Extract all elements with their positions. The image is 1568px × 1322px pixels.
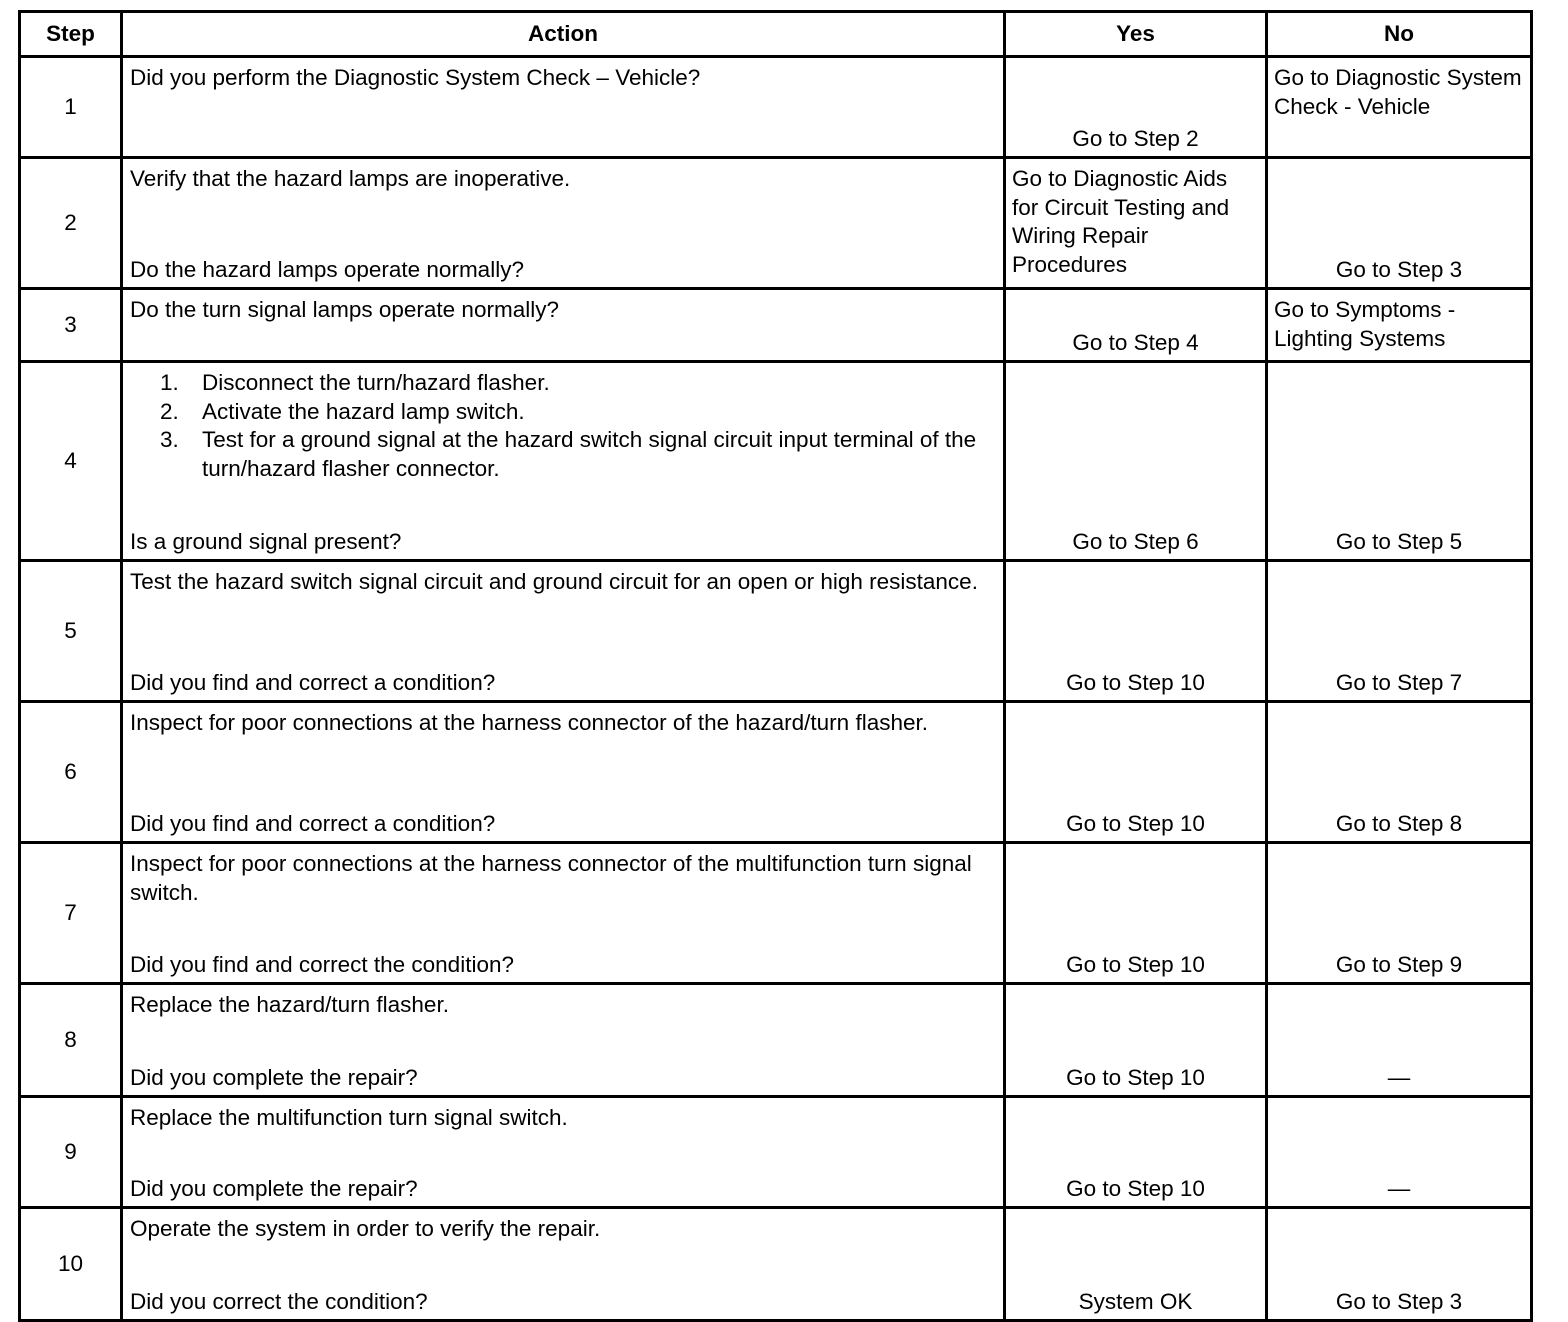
header-step: Step: [21, 13, 120, 55]
action-question: Is a ground signal present?: [130, 528, 402, 554]
step-number: 8: [21, 985, 120, 1095]
action-cell: [123, 1209, 1003, 1319]
no-result: Go to Step 7: [1268, 562, 1530, 700]
no-result: Go to Step 3: [1268, 1209, 1530, 1319]
header-action: Action: [123, 13, 1003, 55]
action-text: Replace the multifunction turn signal switch.: [130, 1105, 568, 1130]
diagnostic-table: [18, 10, 1533, 1322]
yes-result: System OK: [1006, 1209, 1265, 1319]
header-yes: Yes: [1006, 13, 1265, 55]
yes-result: Go to Step 10: [1006, 703, 1265, 841]
step-number: 2: [21, 159, 120, 287]
action-cell: [123, 159, 1003, 287]
step-number: 1: [21, 58, 120, 156]
action-step-item: 1. Disconnect the turn/hazard flasher.: [185, 369, 995, 398]
action-cell: [123, 363, 1003, 559]
action-question: Did you find and correct a condition?: [130, 669, 496, 695]
action-question: Did you complete the repair?: [130, 1175, 418, 1201]
action-cell: [123, 1098, 1003, 1206]
action-step-item: 2. Activate the hazard lamp switch.: [185, 398, 995, 427]
action-text: Inspect for poor connections at the harness connector of the hazard/turn flasher.: [130, 710, 928, 735]
yes-result: Go to Step 4: [1006, 290, 1265, 360]
action-text: Did you perform the Diagnostic System Check – Vehicle?: [130, 65, 701, 90]
no-result: Go to Step 8: [1268, 703, 1530, 841]
step-number: 7: [21, 844, 120, 982]
no-result: —: [1268, 1098, 1530, 1206]
no-result: Go to Step 5: [1268, 363, 1530, 559]
no-result: Go to Step 9: [1268, 844, 1530, 982]
action-cell: [123, 562, 1003, 700]
yes-result: Go to Step 10: [1006, 985, 1265, 1095]
step-number: 3: [21, 290, 120, 360]
step-number: 5: [21, 562, 120, 700]
action-cell: [123, 290, 1003, 360]
step-number: 10: [21, 1209, 120, 1319]
action-question: Did you complete the repair?: [130, 1064, 418, 1090]
action-text: Operate the system in order to verify the repair.: [130, 1216, 601, 1241]
header-no: No: [1268, 13, 1530, 55]
yes-result: Go to Step 10: [1006, 562, 1265, 700]
step-number: 9: [21, 1098, 120, 1206]
action-cell: [123, 703, 1003, 841]
no-result: —: [1268, 985, 1530, 1095]
yes-result: Go to Diagnostic Aids for Circuit Testing and Wiring Repair Procedures: [1006, 159, 1265, 287]
yes-result: Go to Step 10: [1006, 844, 1265, 982]
no-result: Go to Step 3: [1268, 159, 1530, 287]
action-question: Do the hazard lamps operate normally?: [130, 256, 524, 282]
action-cell: [123, 844, 1003, 982]
step-number: 4: [21, 363, 120, 559]
action-step-item: 3. Test for a ground signal at the hazard switch signal circuit input terminal of the turn/hazard flasher connector.: [185, 426, 995, 483]
yes-result: Go to Step 6: [1006, 363, 1265, 559]
yes-result: Go to Step 2: [1006, 58, 1265, 156]
action-text: Test the hazard switch signal circuit and ground circuit for an open or high resistance.: [130, 569, 978, 594]
action-text: Inspect for poor connections at the harness connector of the multifunction turn signal switch.: [130, 851, 972, 905]
action-text: Do the turn signal lamps operate normally?: [130, 297, 559, 322]
action-cell: [123, 58, 1003, 156]
no-result: Go to Diagnostic System Check - Vehicle: [1268, 58, 1530, 156]
action-steps-list: [130, 369, 995, 483]
yes-result: Go to Step 10: [1006, 1098, 1265, 1206]
action-question: Did you correct the condition?: [130, 1288, 428, 1314]
step-number: 6: [21, 703, 120, 841]
action-text: Replace the hazard/turn flasher.: [130, 992, 449, 1017]
action-question: Did you find and correct a condition?: [130, 810, 496, 836]
no-result: Go to Symptoms - Lighting Systems: [1268, 290, 1530, 360]
action-question: Did you find and correct the condition?: [130, 951, 514, 977]
action-text: Verify that the hazard lamps are inoperative.: [130, 166, 571, 191]
action-cell: [123, 985, 1003, 1095]
